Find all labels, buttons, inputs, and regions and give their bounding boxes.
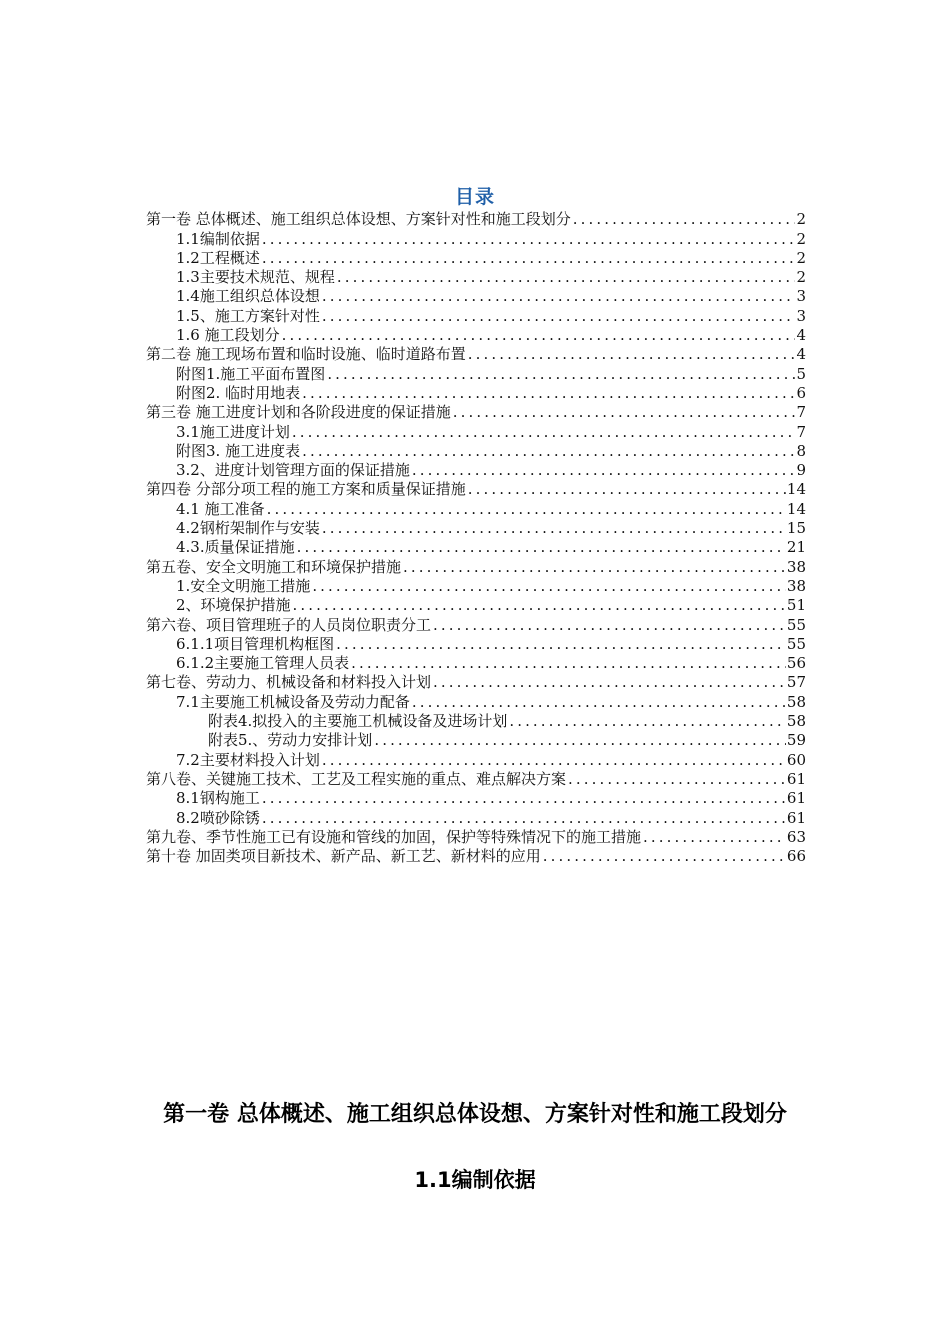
- toc-entry[interactable]: [146, 557, 806, 576]
- toc-leader-dots: [295, 538, 786, 557]
- toc-page-number: 56: [786, 654, 806, 673]
- toc-page-number: 58: [786, 692, 806, 711]
- toc-leader-dots: [300, 384, 795, 403]
- toc-entry-text: 第二卷 施工现场布置和临时设施、临时道路布置: [146, 345, 466, 364]
- toc-entry[interactable]: [146, 635, 806, 654]
- toc-entry[interactable]: [146, 654, 806, 673]
- toc-entry[interactable]: [146, 287, 806, 306]
- toc-leader-dots: [431, 673, 786, 692]
- toc-leader-dots: [571, 210, 796, 229]
- toc-entry[interactable]: [146, 442, 806, 461]
- toc-entry[interactable]: [146, 210, 806, 229]
- toc-leader-dots: [335, 268, 796, 287]
- toc-entry-text: 7.2主要材料投入计划: [176, 750, 320, 769]
- toc-entry[interactable]: [146, 306, 806, 325]
- toc-page-number: 63: [786, 827, 806, 846]
- toc-page-number: 61: [786, 789, 806, 808]
- toc-page-number: 8: [796, 441, 806, 460]
- toc-entry[interactable]: [146, 673, 806, 692]
- toc-entry[interactable]: [146, 808, 806, 827]
- toc-page-number: 4: [796, 326, 806, 345]
- toc-entry-text: 第十卷 加固类项目新技术、新产品、新工艺、新材料的应用: [146, 847, 541, 866]
- toc-leader-dots: [641, 828, 786, 847]
- toc-leader-dots: [320, 287, 796, 306]
- toc-entry-text: 第三卷 施工进度计划和各阶段进度的保证措施: [146, 403, 451, 422]
- toc-entry[interactable]: [146, 770, 806, 789]
- toc-leader-dots: [260, 230, 796, 249]
- toc-leader-dots: [280, 326, 796, 345]
- toc-page-number: 2: [796, 229, 806, 248]
- toc-leader-dots: [372, 731, 786, 750]
- toc-leader-dots: [320, 751, 786, 770]
- toc-leader-dots: [410, 693, 786, 712]
- toc-leader-dots: [290, 423, 796, 442]
- toc-leader-dots: [410, 461, 796, 480]
- table-of-contents: [146, 210, 806, 866]
- toc-entry-text: 2、环境保护措施: [176, 596, 291, 615]
- toc-entry-text: 1.1编制依据: [176, 229, 260, 248]
- toc-entry-text: 第六卷、项目管理班子的人员岗位职责分工: [146, 615, 432, 634]
- toc-leader-dots: [320, 307, 796, 326]
- toc-entry[interactable]: [146, 422, 806, 441]
- toc-leader-dots: [325, 365, 795, 384]
- toc-entry[interactable]: [146, 461, 806, 480]
- toc-entry-text: 第七卷、劳动力、机械设备和材料投入计划: [146, 673, 432, 692]
- toc-leader-dots: [466, 345, 796, 364]
- toc-page-number: 3: [796, 287, 806, 306]
- toc-page-number: 2: [796, 248, 806, 267]
- toc-entry-text: 8.2喷砂除锈: [176, 808, 260, 827]
- toc-entry[interactable]: [146, 364, 806, 383]
- toc-entry-text: 7.1主要施工机械设备及劳动力配备: [176, 692, 410, 711]
- toc-leader-dots: [541, 847, 786, 866]
- toc-entry-text: 3.1施工进度计划: [176, 422, 290, 441]
- toc-page-number: 55: [786, 634, 806, 653]
- toc-entry-text: 6.1.1项目管理机构框图: [176, 634, 335, 653]
- toc-entry-text: 1.4施工组织总体设想: [176, 287, 320, 306]
- toc-title: 目录: [454, 186, 495, 208]
- toc-page-number: 5: [796, 364, 806, 383]
- toc-entry[interactable]: [146, 828, 806, 847]
- toc-entry[interactable]: [146, 384, 806, 403]
- toc-entry[interactable]: [146, 731, 806, 750]
- toc-page-number: 66: [786, 847, 806, 866]
- toc-entry[interactable]: [146, 538, 806, 557]
- toc-page-number: 38: [786, 557, 806, 576]
- toc-entry[interactable]: [146, 577, 806, 596]
- toc-entry-text: 附图2. 临时用地表: [176, 383, 301, 402]
- toc-entry-text: 附表5.、劳动力安排计划: [208, 731, 373, 750]
- toc-page-number: 2: [796, 210, 806, 229]
- toc-page-number: 9: [796, 461, 806, 480]
- toc-entry[interactable]: [146, 750, 806, 769]
- toc-leader-dots: [260, 809, 786, 828]
- toc-entry[interactable]: [146, 847, 806, 866]
- toc-page-number: 38: [786, 576, 806, 595]
- toc-entry[interactable]: [146, 692, 806, 711]
- toc-entry[interactable]: [146, 229, 806, 248]
- toc-page-number: 7: [796, 403, 806, 422]
- toc-page-number: 61: [786, 808, 806, 827]
- toc-leader-dots: [349, 654, 786, 673]
- toc-entry-text: 1.6 施工段划分: [176, 326, 280, 345]
- toc-page-number: 21: [786, 538, 806, 557]
- toc-leader-dots: [466, 480, 786, 499]
- toc-leader-dots: [507, 712, 786, 731]
- toc-page-number: 7: [796, 422, 806, 441]
- toc-entry-text: 3.2、进度计划管理方面的保证措施: [176, 461, 410, 480]
- toc-entry-text: 4.2钢桁架制作与安装: [176, 519, 320, 538]
- toc-entry-text: 附图1.施工平面布置图: [176, 364, 326, 383]
- toc-page-number: 2: [796, 268, 806, 287]
- toc-entry[interactable]: [146, 499, 806, 518]
- toc-entry-text: 6.1.2主要施工管理人员表: [176, 654, 350, 673]
- toc-entry[interactable]: [146, 596, 806, 615]
- toc-leader-dots: [300, 442, 795, 461]
- toc-entry[interactable]: [146, 519, 806, 538]
- toc-entry-text: 1.5、施工方案针对性: [176, 306, 320, 325]
- toc-entry-text: 第一卷 总体概述、施工组织总体设想、方案针对性和施工段划分: [146, 210, 571, 229]
- toc-leader-dots: [291, 596, 786, 615]
- toc-page-number: 15: [786, 519, 806, 538]
- toc-page-number: 51: [786, 596, 806, 615]
- toc-entry-text: 附表4.拟投入的主要施工机械设备及进场计划: [208, 712, 508, 731]
- toc-entry-text: 附图3. 施工进度表: [176, 441, 301, 460]
- toc-page-number: 59: [786, 731, 806, 750]
- toc-entry[interactable]: [146, 403, 806, 422]
- toc-leader-dots: [566, 770, 786, 789]
- toc-entry-text: 1.安全文明施工措施: [176, 576, 311, 595]
- toc-entry[interactable]: [146, 326, 806, 345]
- toc-entry-text: 4.3.质量保证措施: [176, 538, 295, 557]
- toc-leader-dots: [431, 616, 786, 635]
- toc-leader-dots: [401, 558, 786, 577]
- toc-page-number: 14: [786, 499, 806, 518]
- toc-entry[interactable]: [146, 268, 806, 287]
- toc-leader-dots: [320, 519, 786, 538]
- toc-page-number: 14: [786, 480, 806, 499]
- toc-page-number: 6: [796, 383, 806, 402]
- toc-entry[interactable]: [146, 712, 806, 731]
- toc-entry-text: 第四卷 分部分项工程的施工方案和质量保证措施: [146, 480, 466, 499]
- toc-entry[interactable]: [146, 249, 806, 268]
- toc-page-number: 58: [786, 712, 806, 731]
- toc-page-number: 4: [796, 345, 806, 364]
- toc-entry-text: 4.1 施工准备: [176, 499, 265, 518]
- toc-entry[interactable]: [146, 345, 806, 364]
- toc-entry-text: 第九卷、季节性施工已有设施和管线的加固，保护等特殊情况下的施工措施: [146, 827, 642, 846]
- toc-leader-dots: [260, 789, 786, 808]
- toc-leader-dots: [265, 500, 786, 519]
- toc-entry-text: 1.3主要技术规范、规程: [176, 268, 335, 287]
- toc-entry-text: 1.2工程概述: [176, 248, 260, 267]
- toc-page-number: 57: [786, 673, 806, 692]
- toc-leader-dots: [260, 249, 796, 268]
- toc-entry[interactable]: [146, 789, 806, 808]
- toc-leader-dots: [451, 403, 796, 422]
- toc-entry-text: 第五卷、安全文明施工和环境保护措施: [146, 557, 402, 576]
- section-heading: 1.1编制依据: [414, 1168, 536, 1192]
- toc-entry-text: 8.1钢构施工: [176, 789, 260, 808]
- toc-entry[interactable]: [146, 615, 806, 634]
- toc-entry-text: 第八卷、关键施工技术、工艺及工程实施的重点、难点解决方案: [146, 769, 567, 788]
- toc-page-number: 3: [796, 306, 806, 325]
- toc-page-number: 55: [786, 615, 806, 634]
- toc-page-number: 60: [786, 750, 806, 769]
- toc-leader-dots: [334, 635, 786, 654]
- toc-page-number: 61: [786, 769, 806, 788]
- toc-entry[interactable]: [146, 480, 806, 499]
- chapter-heading: 第一卷 总体概述、施工组织总体设想、方案针对性和施工段划分: [163, 1102, 787, 1127]
- toc-leader-dots: [310, 577, 786, 596]
